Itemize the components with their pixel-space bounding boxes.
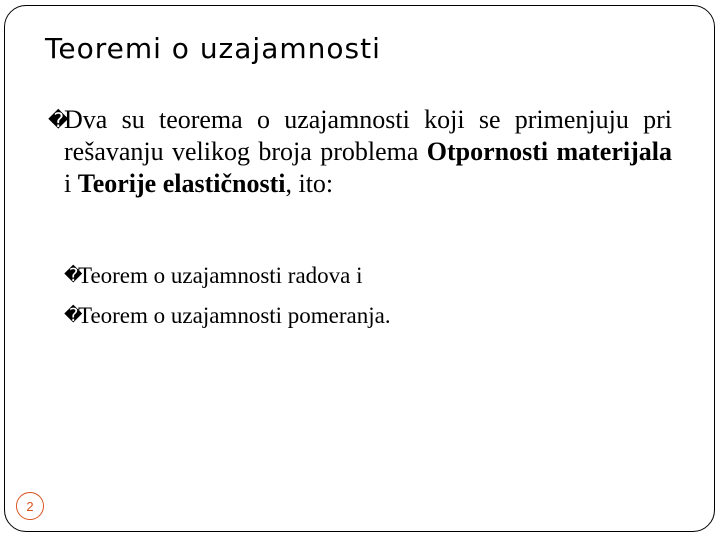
sub-list-item: [64, 256, 391, 296]
sub-list-item: [64, 296, 391, 336]
sub-bullet-icon: �: [64, 265, 83, 286]
sub-item-text: Teorem o uzajamnosti radova i: [78, 263, 363, 288]
sub-bullet-list: [64, 256, 391, 336]
paragraph-bold-otpornost: Otpornosti materijala: [426, 137, 672, 166]
paragraph-text-part1: Dva su teorema o uzajamnosti koji se primenjuju pri rešavanju velikog broja problema: [64, 105, 672, 166]
paragraph-text-part3: , ito:: [285, 169, 334, 198]
slide-body: [48, 104, 672, 200]
paragraph-bold-teorija: Teorije elastičnosti: [77, 169, 286, 198]
page-number: 2: [26, 498, 34, 514]
sub-item-text: Teorem o uzajamnosti pomeranja.: [78, 303, 391, 328]
paragraph-text-part2: i: [64, 169, 78, 198]
main-bullet-paragraph: [48, 104, 672, 200]
page-number-badge: [16, 492, 44, 520]
slide-title: Teoremi o uzajamnosti: [45, 32, 381, 65]
bullet-icon: �: [48, 108, 69, 132]
sub-bullet-icon: �: [64, 305, 83, 326]
